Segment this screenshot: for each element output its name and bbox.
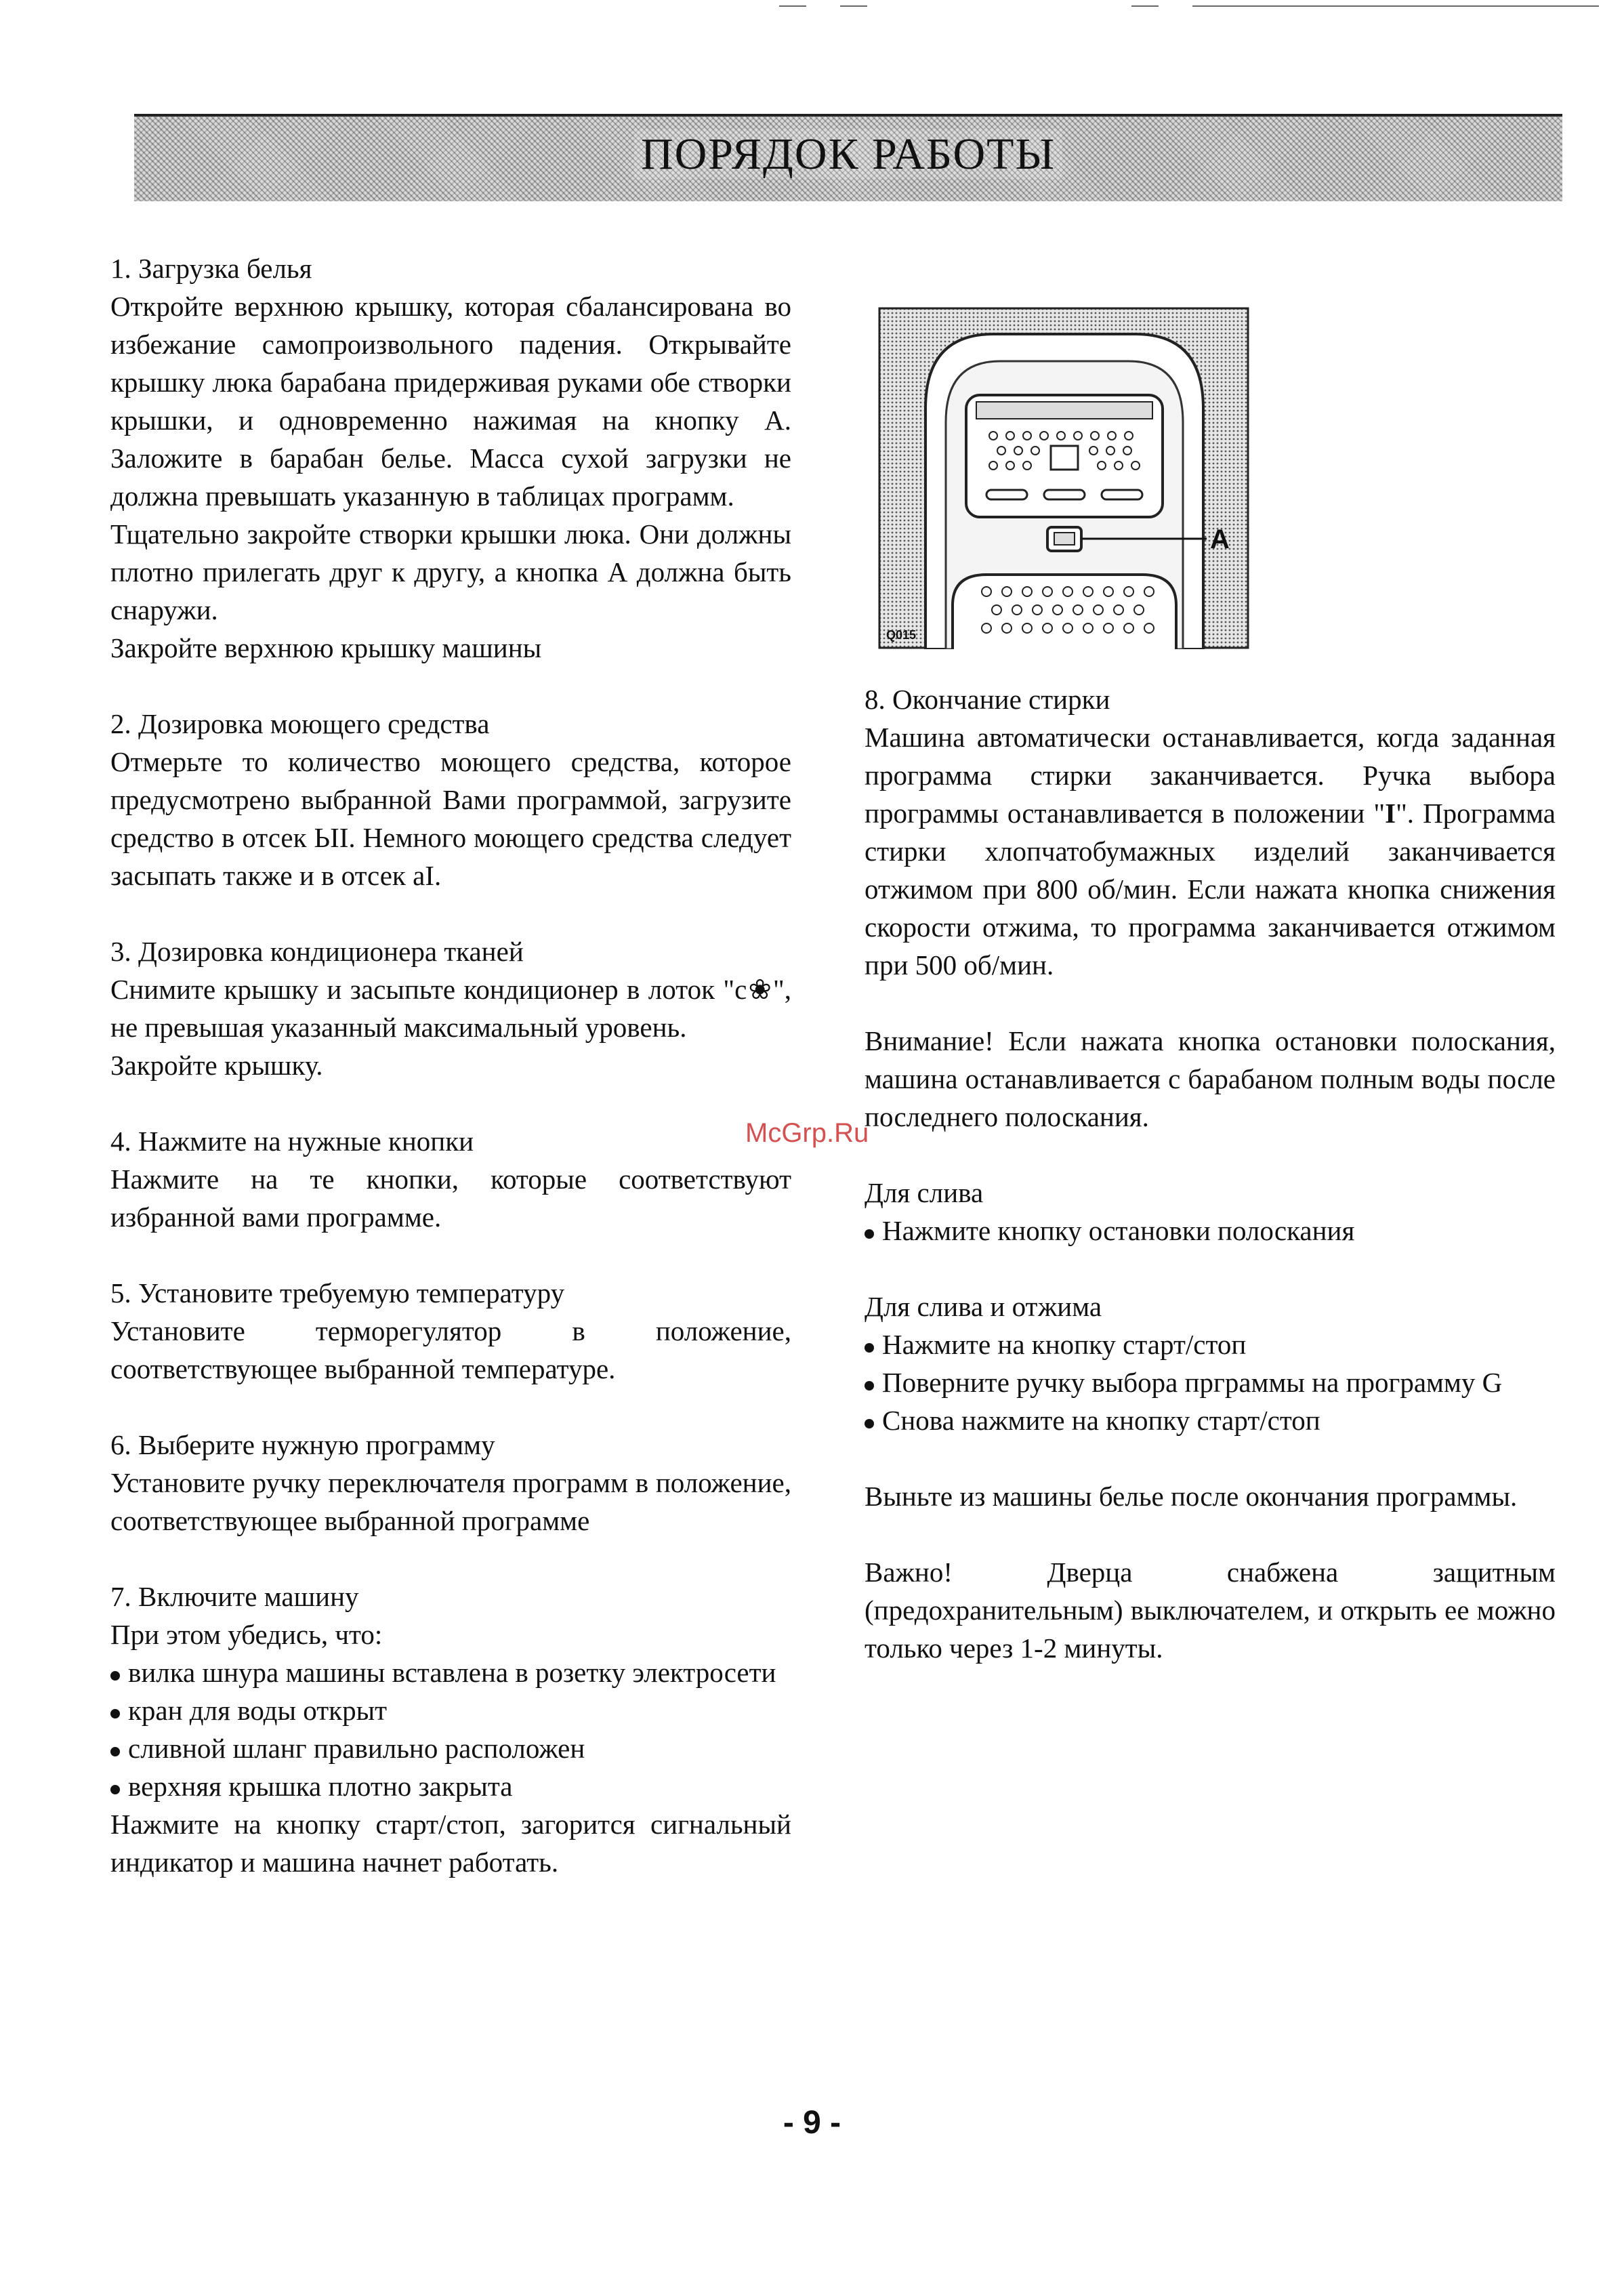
bullet-icon <box>865 1419 874 1428</box>
watermark: McGrp.Ru <box>745 1118 869 1148</box>
scan-artifact-line <box>1192 5 1599 7</box>
section-outro: Нажмите на кнопку старт/стоп, загорится сигнальный индикатор и машина начнет работать. <box>110 1809 791 1878</box>
bullet-text: Поверните ручку выбора прграммы на программу G <box>882 1367 1503 1398</box>
page-number: - 9 - <box>783 2105 841 2141</box>
attention-text: Внимание! Если нажата кнопка остановки полоскания, машина останавливается с барабаном полным воды после последнего полоскания. <box>865 1025 1556 1132</box>
section-paragraph: Установите терморегулятор в положение, соответствующее выбранной температуре. <box>110 1315 791 1384</box>
section-paragraph: Нажмите на те кнопки, которые соответствуют избранной вами программе. <box>110 1164 791 1233</box>
door-slot <box>1044 490 1085 499</box>
bullet-text: сливной шланг правильно расположен <box>128 1733 585 1764</box>
right-column <box>865 680 1556 1705</box>
drain-spin-heading: Для слива и отжима <box>865 1291 1102 1322</box>
section-paragraph <box>865 718 1556 984</box>
bullet-text: Снова нажмите на кнопку старт/стоп <box>882 1405 1320 1436</box>
section-heading: 1. Загрузка белья <box>110 253 312 284</box>
section-heading: 2. Дозировка моющего средства <box>110 708 490 739</box>
bullet-icon <box>110 1671 120 1681</box>
important-note <box>865 1553 1556 1667</box>
figure-code: Q015 <box>886 628 917 642</box>
drum-door-hinge <box>976 402 1152 419</box>
section-5 <box>110 1274 791 1388</box>
bullet-text: Нажмите кнопку остановки полоскания <box>882 1215 1355 1246</box>
bullet-item <box>110 1729 791 1767</box>
position-symbol: I <box>1385 798 1396 829</box>
section-heading: 7. Включите машину <box>110 1581 359 1612</box>
section-7 <box>110 1578 791 1881</box>
bullet-text: кран для воды открыт <box>128 1695 388 1726</box>
section-heading: 6. Выберите нужную программу <box>110 1429 495 1460</box>
bullet-item <box>110 1691 791 1729</box>
section-paragraph: Откройте верхнюю крышку, которая сбалансирована во избежание самопроизвольного падения. Открывайте крышку люка барабана придерживая руками обе створки крышки, и одновременно нажимая на кнопку А. Заложите в барабан белье. Масса сухой загрузки не должна превышать указанную в таблицах программ. <box>110 291 791 512</box>
callout-label-a: A <box>1210 524 1230 554</box>
section-heading: 4. Нажмите на нужные кнопки <box>110 1126 474 1157</box>
header-band <box>134 114 1562 201</box>
page-title <box>134 129 1562 180</box>
scan-artifact-line <box>779 5 806 7</box>
bullet-icon <box>865 1343 874 1353</box>
bullet-icon <box>110 1785 120 1794</box>
scan-artifact-line <box>840 5 867 7</box>
scan-artifact-line <box>1131 5 1159 7</box>
section-text: Машина автоматически останавливается, когда заданная программа стирки заканчивается. Ручка выбора программы останавливается в положении " <box>865 722 1556 829</box>
bullet-item <box>110 1767 791 1805</box>
bullet-item <box>865 1325 1556 1363</box>
button-a-inner <box>1054 533 1075 545</box>
bullet-item <box>110 1653 791 1691</box>
bullet-icon <box>865 1229 874 1239</box>
bullet-item <box>865 1212 1556 1250</box>
section-4 <box>110 1122 791 1236</box>
section-paragraph: Отмерьте то количество моющего средства, которое предусмотрено выбранной Вами программой, загрузите средство в отсек ЬII. Немного моющего средства следует засыпать также и в отсек aI. <box>110 746 791 891</box>
section-paragraph: Снимите крышку и засыпьте кондиционер в лоток "с❀", не превышая указанный максимальный уровень. <box>110 974 791 1043</box>
section-heading: 5. Установите требуемую температуру <box>110 1277 565 1309</box>
bullet-text: верхняя крышка плотно закрыта <box>128 1771 513 1802</box>
section-1 <box>110 249 791 667</box>
left-column <box>110 249 791 1919</box>
section-intro: При этом убедись, что: <box>110 1619 383 1650</box>
bullet-icon <box>110 1709 120 1718</box>
section-paragraph: Закройте верхнюю крышку машины <box>110 632 542 663</box>
bullet-icon <box>110 1747 120 1756</box>
important-text: Важно! Дверца снабжена защитным (предохранительным) выключателем, и открыть ее можно только через 1-2 минуты. <box>865 1557 1556 1664</box>
bullet-item <box>865 1363 1556 1401</box>
section-text: ". Программа стирки хлопчатобумажных изделий заканчивается отжимом при 800 об/мин. Если нажата кнопка снижения скорости отжима, то программа заканчивается отжимом при 500 об/мин. <box>865 798 1556 981</box>
section-paragraph: Тщательно закройте створки крышки люка. Они должны плотно прилегать друг к другу, а кнопка А должна быть снаружи. <box>110 518 791 625</box>
attention-note <box>865 1022 1556 1136</box>
section-paragraph: Установите ручку переключателя программ в положение, соответствующее выбранной программе <box>110 1467 791 1536</box>
section-heading: 8. Окончание стирки <box>865 684 1110 715</box>
bullet-text: Нажмите на кнопку старт/стоп <box>882 1329 1247 1360</box>
bullet-text: вилка шнура машины вставлена в розетку электросети <box>128 1657 776 1688</box>
section-paragraph: Закройте крышку. <box>110 1050 323 1081</box>
drain-spin-section <box>865 1288 1556 1439</box>
door-latch <box>1051 446 1078 470</box>
page-title-text: ПОРЯДОК РАБОТЫ <box>634 129 1062 179</box>
bullet-item <box>865 1401 1556 1439</box>
section-2 <box>110 705 791 894</box>
remove-laundry-note <box>865 1477 1556 1515</box>
section-8 <box>865 680 1556 984</box>
section-6 <box>110 1426 791 1540</box>
drain-heading: Для слива <box>865 1177 984 1208</box>
section-3 <box>110 932 791 1084</box>
remove-text: Выньте из машины белье после окончания программы. <box>865 1481 1518 1512</box>
section-heading: 3. Дозировка кондиционера тканей <box>110 936 524 967</box>
drain-section <box>865 1174 1556 1250</box>
door-slot <box>986 490 1027 499</box>
door-slot <box>1102 490 1142 499</box>
washer-top-illustration <box>878 307 1249 649</box>
bullet-icon <box>865 1381 874 1391</box>
